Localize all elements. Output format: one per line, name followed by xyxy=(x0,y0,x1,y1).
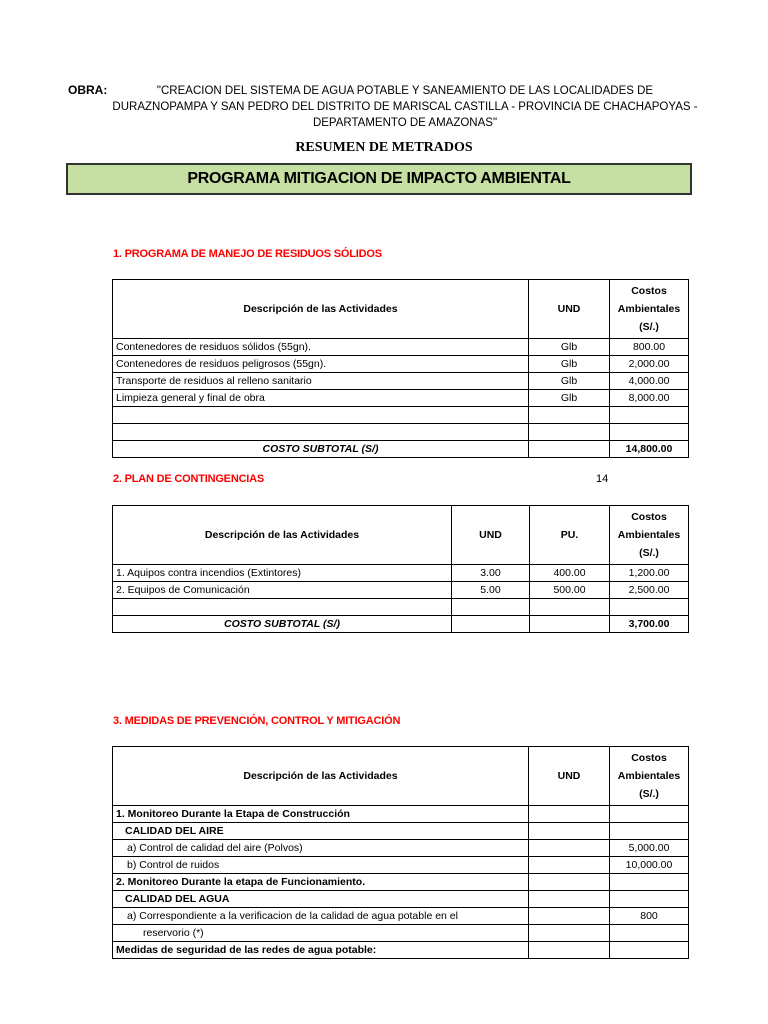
cell-cost: 2,000.00 xyxy=(610,356,689,373)
cost-header-line: Ambientales xyxy=(617,529,681,541)
cell-cost xyxy=(610,874,689,891)
cell-desc: 1. Aquipos contra incendios (Extintores) xyxy=(113,565,452,582)
col-header-desc: Descripción de las Actividades xyxy=(113,280,529,339)
empty-row xyxy=(113,407,689,424)
cost-header-line: Ambientales xyxy=(617,770,681,782)
cost-header-line: (S/.) xyxy=(639,788,659,800)
cell-pu: 500.00 xyxy=(530,582,610,599)
cell-desc: 2. Monitoreo Durante la etapa de Funcionamiento. xyxy=(113,874,529,891)
col-header-desc: Descripción de las Actividades xyxy=(113,747,529,806)
cell-desc: reservorio (*) xyxy=(113,925,529,942)
table-row xyxy=(113,582,689,599)
subtotal-label: COSTO SUBTOTAL (S/) xyxy=(113,616,452,633)
cell-und: Glb xyxy=(529,390,610,407)
table-row xyxy=(113,874,689,891)
cell-desc: Limpieza general y final de obra xyxy=(113,390,529,407)
cell-desc: CALIDAD DEL AGUA xyxy=(113,891,529,908)
cell-desc: 2. Equipos de Comunicación xyxy=(113,582,452,599)
cell-und xyxy=(529,908,610,925)
project-title xyxy=(110,83,700,131)
table-row xyxy=(113,565,689,582)
subtotal-row xyxy=(113,616,689,633)
subtotal-label: COSTO SUBTOTAL (S/) xyxy=(113,441,529,458)
table-header-row xyxy=(113,747,689,806)
section1-title: 1. PROGRAMA DE MANEJO DE RESIDUOS SÓLIDOS xyxy=(113,248,382,260)
subtotal-row xyxy=(113,441,689,458)
cell-desc: Contenedores de residuos peligrosos (55gn). xyxy=(113,356,529,373)
cell-desc: b) Control de ruidos xyxy=(113,857,529,874)
cell-desc: Contenedores de residuos sólidos (55gn). xyxy=(113,339,529,356)
cell-cost xyxy=(610,925,689,942)
project-title-line: DEPARTAMENTO DE AMAZONAS" xyxy=(312,117,498,129)
cell-desc: CALIDAD DEL AIRE xyxy=(113,823,529,840)
table-header-row xyxy=(113,506,689,565)
cell-cost xyxy=(610,942,689,959)
cell-cost: 8,000.00 xyxy=(610,390,689,407)
subtotal-value: 14,800.00 xyxy=(610,441,689,458)
cell-desc: Transporte de residuos al relleno sanitario xyxy=(113,373,529,390)
table-row xyxy=(113,925,689,942)
cell-pu: 400.00 xyxy=(530,565,610,582)
cell-cost: 2,500.00 xyxy=(610,582,689,599)
table-row xyxy=(113,339,689,356)
col-header-costs xyxy=(610,280,689,339)
cost-header-line: Ambientales xyxy=(617,303,681,315)
section2-table xyxy=(112,505,689,633)
cell-desc: 1. Monitoreo Durante la Etapa de Construcción xyxy=(113,806,529,823)
cell-desc: Medidas de seguridad de las redes de agua potable: xyxy=(113,942,529,959)
cell-und: Glb xyxy=(529,356,610,373)
table-row xyxy=(113,806,689,823)
cell-und: 5.00 xyxy=(452,582,530,599)
project-title-line: "CREACION DEL SISTEMA DE AGUA POTABLE Y SANEAMIENTO DE LAS LOCALIDADES DE xyxy=(156,85,654,97)
cell-und: Glb xyxy=(529,339,610,356)
empty-row xyxy=(113,424,689,441)
cell-cost xyxy=(610,823,689,840)
cell-und xyxy=(529,925,610,942)
cost-header-line: Costos xyxy=(631,752,667,764)
obra-label: OBRA: xyxy=(68,83,108,97)
cell-desc: a) Control de calidad del aire (Polvos) xyxy=(113,840,529,857)
table-row xyxy=(113,356,689,373)
empty-row xyxy=(113,599,689,616)
cell-cost: 5,000.00 xyxy=(610,840,689,857)
cell-und: 3.00 xyxy=(452,565,530,582)
cell-und xyxy=(529,874,610,891)
col-header-desc: Descripción de las Actividades xyxy=(113,506,452,565)
col-header-costs xyxy=(610,747,689,806)
cell-und xyxy=(529,840,610,857)
col-header-und: UND xyxy=(529,280,610,339)
table-row xyxy=(113,390,689,407)
cell-und: Glb xyxy=(529,373,610,390)
side-note: 14 xyxy=(596,473,609,485)
cell-und xyxy=(529,806,610,823)
col-header-und: UND xyxy=(452,506,530,565)
cell-cost: 800.00 xyxy=(610,339,689,356)
table-row xyxy=(113,942,689,959)
section3-table xyxy=(112,746,689,959)
section3-title: 3. MEDIDAS DE PREVENCIÓN, CONTROL Y MITIGACIÓN xyxy=(113,715,401,727)
cell-cost: 4,000.00 xyxy=(610,373,689,390)
col-header-und: UND xyxy=(529,747,610,806)
col-header-costs xyxy=(610,506,689,565)
table-row xyxy=(113,823,689,840)
col-header-pu: PU. xyxy=(530,506,610,565)
cost-header-line: Costos xyxy=(631,285,667,297)
resumen-heading: RESUMEN DE METRADOS xyxy=(295,140,473,155)
cost-header-line: Costos xyxy=(631,511,667,523)
table-row xyxy=(113,891,689,908)
program-banner: PROGRAMA MITIGACION DE IMPACTO AMBIENTAL xyxy=(66,163,692,195)
project-title-line: DURAZNOPAMPA Y SAN PEDRO DEL DISTRITO DE MARISCAL CASTILLA - PROVINCIA DE CHACHAPOYAS - xyxy=(112,101,698,113)
subtotal-value: 3,700.00 xyxy=(610,616,689,633)
table-header-row xyxy=(113,280,689,339)
cell-und xyxy=(529,942,610,959)
cell-und xyxy=(529,823,610,840)
cell-und xyxy=(529,857,610,874)
cell-cost xyxy=(610,806,689,823)
table-row xyxy=(113,857,689,874)
cost-header-line: (S/.) xyxy=(639,321,659,333)
cost-header-line: (S/.) xyxy=(639,547,659,559)
cell-cost: 1,200.00 xyxy=(610,565,689,582)
table-row xyxy=(113,908,689,925)
table-row xyxy=(113,373,689,390)
cell-und xyxy=(529,891,610,908)
section2-title: 2. PLAN DE CONTINGENCIAS xyxy=(113,473,265,485)
section1-table xyxy=(112,279,689,458)
cell-desc: a) Correspondiente a la verificacion de la calidad de agua potable en el xyxy=(113,908,529,925)
cell-cost xyxy=(610,891,689,908)
cell-cost: 10,000.00 xyxy=(610,857,689,874)
cell-cost: 800 xyxy=(610,908,689,925)
table-row xyxy=(113,840,689,857)
